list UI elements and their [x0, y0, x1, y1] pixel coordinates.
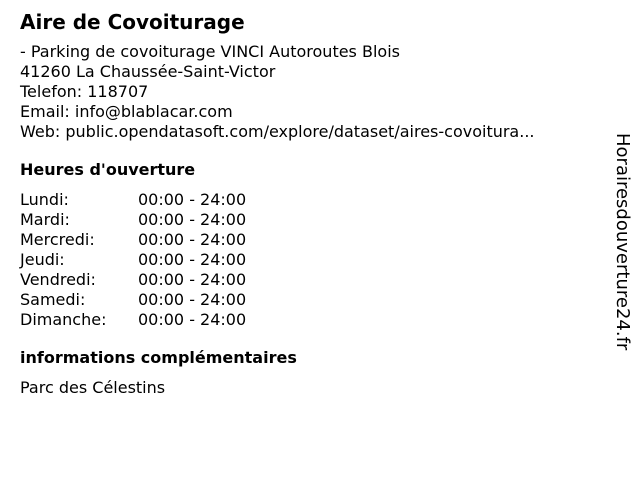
day-label: Lundi: [20, 190, 69, 209]
address-line-1: - Parking de covoiturage VINCI Autoroutes Blois [20, 42, 400, 61]
hours-row-sunday [20, 310, 246, 330]
time-range: 00:00 - 24:00 [138, 210, 247, 229]
day-label: Samedi: [20, 290, 86, 309]
day-label: Mardi: [20, 210, 70, 229]
info-heading: informations complémentaires [20, 348, 297, 367]
brand-watermark: Horairesdouverture24.fr [612, 133, 633, 351]
hours-heading: Heures d'ouverture [20, 160, 196, 179]
opening-hours-card [20, 10, 600, 398]
info-text: Parc des Célestins [20, 378, 166, 397]
time-range: 00:00 - 24:00 [138, 190, 247, 209]
time-range: 00:00 - 24:00 [138, 310, 247, 329]
day-label: Vendredi: [20, 270, 96, 289]
phone-line: Telefon: 118707 [20, 82, 149, 101]
hours-row-thursday [20, 250, 246, 270]
place-title: Aire de Covoiturage [20, 10, 245, 34]
web-line: Web: public.opendatasoft.com/explore/dataset/aires-covoitura... [20, 122, 535, 141]
hours-row-friday [20, 270, 246, 290]
day-label: Jeudi: [20, 250, 65, 269]
time-range: 00:00 - 24:00 [138, 230, 247, 249]
hours-row-saturday [20, 290, 246, 310]
day-label: Mercredi: [20, 230, 95, 249]
address-block [20, 42, 600, 142]
hours-row-monday [20, 190, 246, 210]
email-line: Email: info@blablacar.com [20, 102, 233, 121]
day-label: Dimanche: [20, 310, 107, 329]
hours-row-tuesday [20, 210, 246, 230]
time-range: 00:00 - 24:00 [138, 270, 247, 289]
hours-row-wednesday [20, 230, 246, 250]
hours-table [20, 190, 246, 330]
address-line-2: 41260 La Chaussée-Saint-Victor [20, 62, 276, 81]
time-range: 00:00 - 24:00 [138, 290, 247, 309]
time-range: 00:00 - 24:00 [138, 250, 247, 269]
